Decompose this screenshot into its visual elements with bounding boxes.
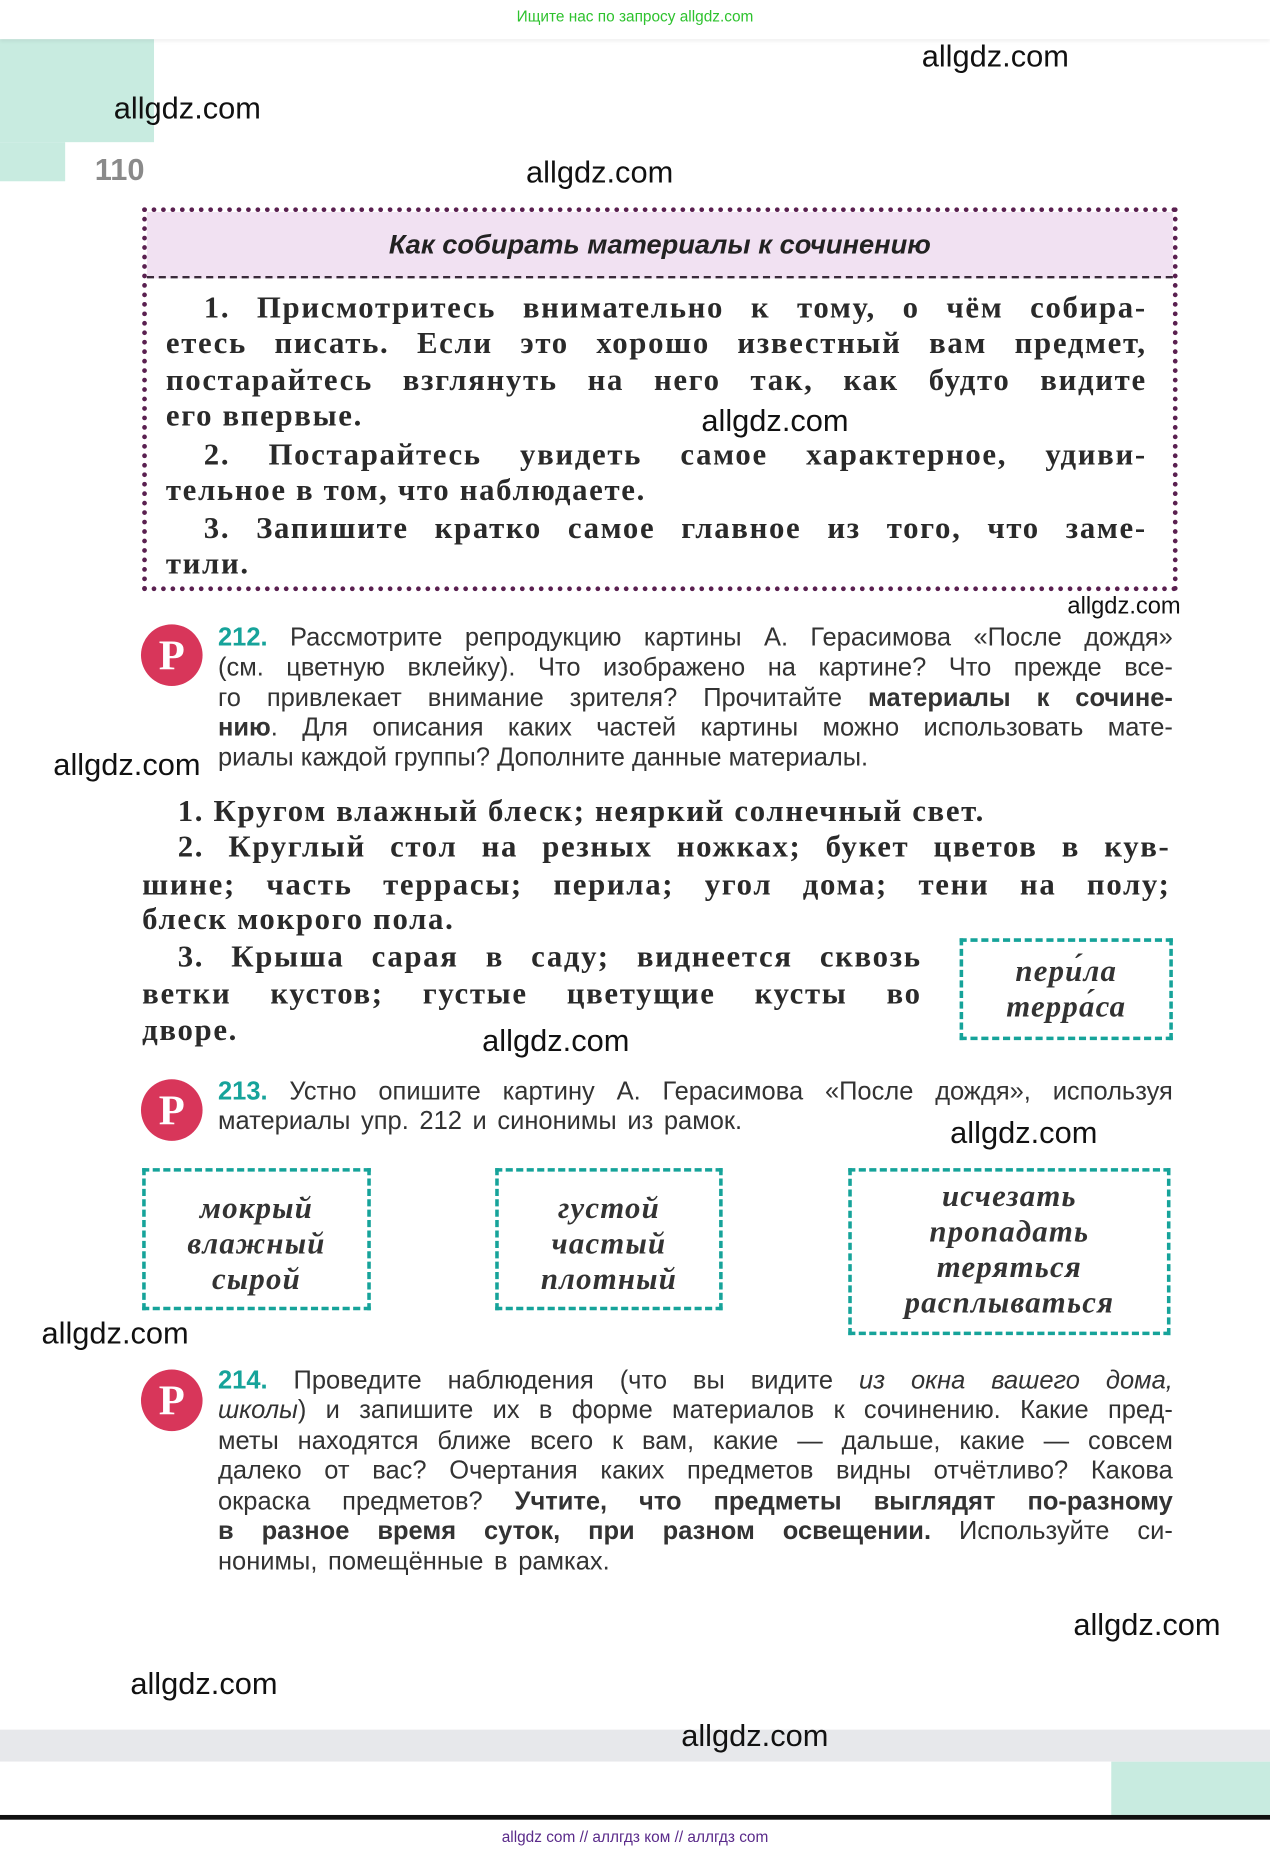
word: влажный	[187, 1226, 326, 1261]
top-banner	[0, 0, 1270, 39]
page-number: 110	[94, 151, 145, 188]
text-line: дворе.	[142, 1012, 239, 1048]
italic-text: школы	[217, 1395, 298, 1425]
text-line	[218, 1366, 1173, 1396]
text: Рассмотрите репродукцию картины А. Герасимова «После дождя»	[289, 623, 1173, 652]
word: густой	[557, 1190, 660, 1225]
exercise-badge-icon: Р	[141, 624, 203, 686]
text-line	[218, 713, 1173, 743]
watermark: allgdz.com	[921, 37, 1069, 74]
watermark: allgdz.com	[53, 746, 201, 782]
text-line	[218, 684, 1173, 714]
word: сырой	[212, 1261, 301, 1297]
text-line: 1. Присмотритесь внимательно к тому, о чём собира-	[203, 290, 1147, 325]
text-line: 2. Постарайтесь увидеть самое характерное, удиви-	[203, 437, 1147, 472]
word: частый	[551, 1226, 667, 1261]
synonym-box	[960, 938, 1173, 1040]
text-line: етесь писать. Если это хорошо известный вам предмет,	[165, 325, 1147, 361]
watermark: allgdz.com	[41, 1315, 189, 1351]
word: пери́ла	[1015, 953, 1118, 989]
exercise-number: 212.	[217, 623, 268, 652]
top-banner-text[interactable]: Ищите нас по запросу allgdz.com	[516, 7, 754, 25]
word: расплываться	[904, 1285, 1115, 1320]
italic-text: из окна вашего дома,	[859, 1365, 1173, 1395]
exercise-number: 214.	[217, 1365, 268, 1395]
text: Устно опишите картину А. Герасимова «После дождя», используя	[289, 1076, 1173, 1106]
text: Проведите наблюдения (что вы видите	[293, 1365, 860, 1395]
bold-text: нию	[217, 713, 271, 742]
watermark: allgdz.com	[482, 1022, 630, 1058]
watermark: allgdz.com	[1067, 593, 1181, 620]
text: . Для описания каких частей картины можно использовать мате-	[270, 713, 1173, 742]
footer-links[interactable]: allgdz com // аллгдз ком // аллгдз com	[501, 1827, 769, 1846]
word: исчезать	[941, 1178, 1077, 1214]
text-line	[218, 1396, 1173, 1426]
text-line	[218, 1516, 1173, 1546]
watermark: allgdz.com	[526, 154, 674, 190]
watermark: allgdz.com	[113, 90, 261, 126]
synonym-box	[142, 1168, 371, 1310]
word: мокрый	[199, 1190, 314, 1225]
text-line: его впервые.	[165, 398, 363, 433]
text: ) и запишите их в форме материалов к сочинению. Какие пред-	[297, 1395, 1173, 1425]
rule-box-title: Как собирать материалы к сочинению	[388, 228, 931, 260]
text-line: тили.	[165, 546, 250, 581]
text-line: 3. Крыша сарая в саду; виднеется сквозь	[177, 939, 922, 974]
corner-decoration	[0, 142, 65, 181]
text-line: далеко от вас? Очертания каких предметов видны отчётливо? Какова	[217, 1455, 1173, 1485]
synonym-box	[495, 1168, 722, 1310]
exercise-badge-icon: Р	[141, 1079, 203, 1141]
watermark: allgdz.com	[130, 1665, 278, 1702]
watermark: allgdz.com	[1073, 1606, 1221, 1642]
text: Используйте си-	[931, 1516, 1173, 1545]
text-line	[218, 623, 1173, 653]
text-line: 2. Круглый стол на резных ножках; букет цветов в кув-	[177, 829, 1171, 864]
text-line: шине; часть террасы; перила; угол дома; тени на полу;	[142, 867, 1171, 902]
text-line: меты находятся ближе всего к вам, какие — дальше, какие — совсем	[217, 1426, 1173, 1455]
exercise-badge-icon: Р	[141, 1370, 203, 1432]
text: го привлекает внимание зрителя? Прочитайте	[217, 683, 869, 713]
page-gap	[0, 1730, 1270, 1762]
watermark: allgdz.com	[950, 1114, 1098, 1151]
watermark: allgdz.com	[701, 402, 849, 439]
word: теряться	[936, 1249, 1082, 1285]
text-line	[218, 1077, 1173, 1107]
text-line: постарайтесь взглянуть на него так, как будто видите	[165, 362, 1147, 397]
bold-text: в разное время суток, при разном освещении.	[217, 1516, 932, 1545]
text-line: тельное в том, что наблюдаете.	[165, 472, 646, 508]
divider	[0, 1815, 1270, 1820]
rule-box-header	[147, 212, 1173, 278]
text-line: 1. Кругом влажный блеск; неяркий солнечный свет.	[177, 793, 986, 829]
exercise-number: 213.	[217, 1076, 268, 1106]
text-line: нонимы, помещённые в рамках.	[217, 1547, 610, 1576]
bold-text: материалы к сочине-	[868, 683, 1173, 713]
word: терра́са	[1006, 989, 1127, 1024]
text-line: блеск мокрого пола.	[142, 901, 455, 936]
text-line: 3. Запишите кратко самое главное из того, что заме-	[203, 510, 1147, 545]
text-line: риалы каждой группы? Дополните данные материалы.	[217, 742, 869, 772]
text-line: ветки кустов; густые цветущие кусты во	[142, 976, 922, 1011]
bold-text: Учтите, что предметы выглядят по-разному	[514, 1486, 1173, 1516]
word: пропадать	[929, 1214, 1090, 1249]
text-line: материалы упр. 212 и синонимы из рамок.	[217, 1106, 743, 1135]
text: окраска предметов?	[217, 1486, 515, 1516]
synonym-box	[848, 1168, 1170, 1335]
watermark: allgdz.com	[681, 1717, 829, 1754]
word: плотный	[540, 1261, 678, 1297]
text-line	[218, 1487, 1173, 1517]
corner-decoration	[1111, 1762, 1270, 1815]
rule-box	[142, 207, 1177, 591]
next-page-edge	[0, 1762, 1270, 1815]
text-line: (см. цветную вклейку). Что изображено на картине? Что прежде все-	[217, 652, 1173, 682]
